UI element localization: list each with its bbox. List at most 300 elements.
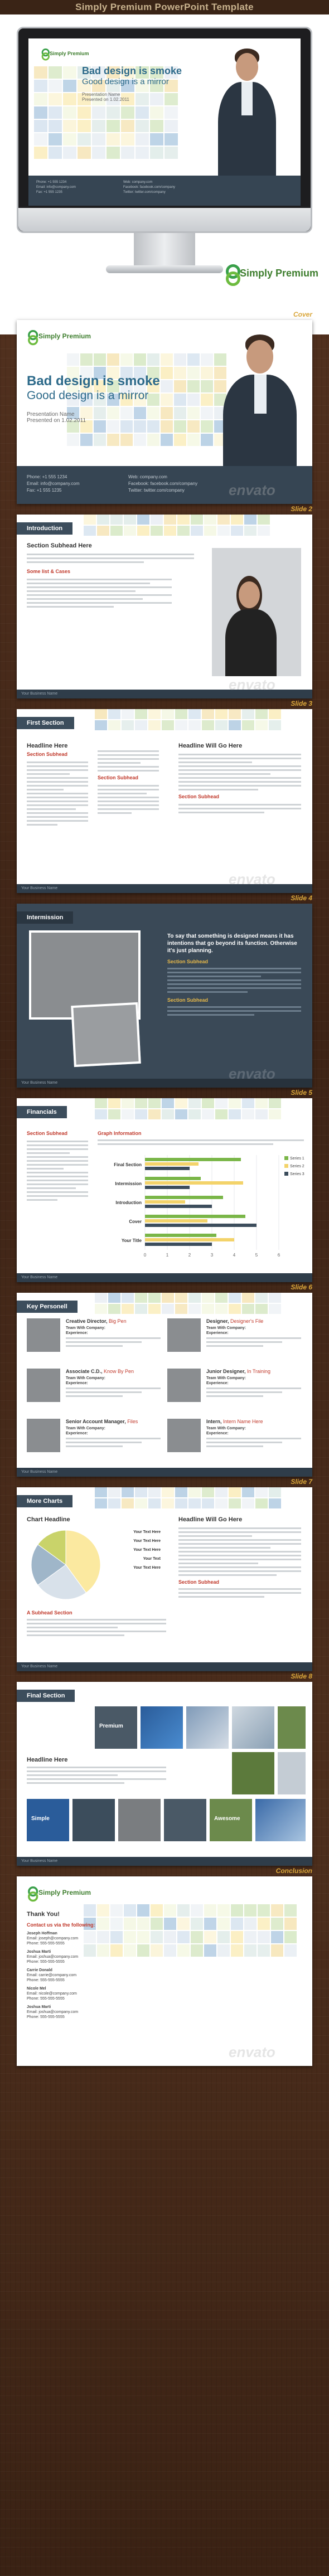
mosaic-cell xyxy=(175,1098,187,1108)
mosaic-cell xyxy=(269,1293,281,1303)
contact-entry: Joshua Marti Email: joshua@company.com Phone: 555-555-5555 xyxy=(27,2005,79,2019)
mosaic-cell xyxy=(49,93,62,105)
cover-headline: Bad design is smoke xyxy=(27,373,160,389)
mosaic-cell xyxy=(122,1098,134,1108)
mosaic-cell xyxy=(108,709,120,719)
mosaic-cell xyxy=(258,1944,270,1957)
monitor-mockup xyxy=(17,27,312,233)
mosaic-cell xyxy=(175,1498,187,1508)
mosaic-cell xyxy=(148,720,161,730)
mosaic-cell xyxy=(84,515,96,525)
mosaic-cell xyxy=(134,353,146,366)
mosaic-cell xyxy=(162,709,174,719)
label-slide-5: Slide 5 xyxy=(291,1089,312,1097)
slide5-footer: Your Business Name xyxy=(17,1273,312,1282)
mosaic-cell xyxy=(269,1304,281,1314)
mosaic-cell xyxy=(92,120,105,132)
screen-subhead: Good design is a mirror xyxy=(82,77,169,86)
mosaic-cell xyxy=(78,133,91,145)
mosaic-cell xyxy=(122,1109,134,1119)
mosaic-cell xyxy=(202,1487,214,1497)
mosaic-cell xyxy=(162,720,174,730)
mosaic-cell xyxy=(151,515,163,525)
mosaic-cell xyxy=(217,1918,230,1930)
mosaic-cell xyxy=(271,1904,283,1917)
person-detail: Experience: xyxy=(206,1381,229,1385)
mosaic-cell xyxy=(97,515,109,525)
mosaic-cell xyxy=(204,1931,216,1943)
mosaic-cell xyxy=(164,147,178,159)
mosaic-cell xyxy=(215,1098,228,1108)
pie-legend-label: Your Text Here xyxy=(133,1539,161,1543)
watermark: envato xyxy=(229,871,275,887)
mosaic-cell xyxy=(258,1931,270,1943)
mosaic-cell xyxy=(34,133,47,145)
label-slide-3: Slide 3 xyxy=(291,700,312,707)
photo-placeholder-small xyxy=(71,1002,141,1067)
person-photo-placeholder xyxy=(27,1419,60,1452)
label-cover-real: Cover xyxy=(293,311,312,318)
mosaic-cell xyxy=(147,434,159,446)
conclusion-brand: Simply Premium xyxy=(38,1889,91,1896)
contact-heading: Contact us via the following: xyxy=(27,1922,95,1928)
mosaic-cell xyxy=(121,133,134,145)
mosaic-cell xyxy=(94,353,106,366)
person-role: Senior Account Manager, Files xyxy=(66,1419,138,1424)
person-detail: Experience: xyxy=(206,1331,229,1335)
pie-legend-label: Your Text Here xyxy=(133,1530,161,1534)
mosaic-cell xyxy=(269,1098,281,1108)
mosaic-cell xyxy=(164,526,176,536)
logo-icon xyxy=(224,264,236,282)
mosaic-cell xyxy=(108,1498,120,1508)
mosaic-cell xyxy=(95,709,107,719)
screen-headline: Bad design is smoke xyxy=(82,65,182,76)
person-role: Designer, Designer's File xyxy=(206,1318,264,1324)
mosaic-cell xyxy=(78,120,91,132)
mosaic-cell xyxy=(202,709,214,719)
label-slide-6: Slide 6 xyxy=(291,1283,312,1291)
cover-contact-left xyxy=(27,474,80,494)
mosaic-cell xyxy=(95,1304,107,1314)
contact-line: Email: info@company.com xyxy=(36,186,76,189)
bar xyxy=(145,1167,190,1170)
bar xyxy=(145,1186,190,1189)
mosaic-cell xyxy=(135,1098,147,1108)
mosaic-cell xyxy=(164,120,178,132)
contact-entry: Nicole Mel Email: nicole@company.com Phone: 555-555-5555 xyxy=(27,1987,77,2001)
mosaic-cell xyxy=(49,120,62,132)
mosaic-cell xyxy=(150,133,163,145)
hero-banner xyxy=(0,0,329,334)
mosaic-cell xyxy=(124,526,136,536)
mosaic-cell xyxy=(217,1931,230,1943)
mosaic-cell xyxy=(135,1293,147,1303)
mosaic-cell xyxy=(124,515,136,525)
mosaic-cell xyxy=(95,1498,107,1508)
mosaic-cell xyxy=(162,1098,174,1108)
mosaic-cell xyxy=(63,106,76,119)
tile-green-1 xyxy=(278,1706,306,1749)
mosaic-cell xyxy=(255,1487,268,1497)
screen-headline-block xyxy=(82,65,216,102)
mosaic-cell xyxy=(188,1293,201,1303)
mosaic-cell xyxy=(229,1293,241,1303)
mosaic-cell xyxy=(187,353,200,366)
slide-3 xyxy=(17,709,312,893)
person-detail: Team With Company: xyxy=(206,1427,246,1430)
watermark: envato xyxy=(229,482,275,498)
slide4-footer: Your Business Name xyxy=(17,1079,312,1088)
logo-icon xyxy=(27,1886,33,1895)
bar xyxy=(145,1219,207,1222)
mosaic-cell xyxy=(258,1918,270,1930)
mosaic-cell xyxy=(63,80,76,92)
mosaic-cell xyxy=(244,526,257,536)
mosaic-cell xyxy=(97,1931,109,1943)
slide3-col1: Headline Here Section Subhead xyxy=(27,743,88,828)
bar xyxy=(145,1234,216,1237)
mosaic-cell xyxy=(271,1944,283,1957)
mosaic-cell xyxy=(164,515,176,525)
mosaic-cell xyxy=(284,1944,297,1957)
mosaic-cell xyxy=(269,1487,281,1497)
mosaic-cell xyxy=(255,709,268,719)
slide-cover xyxy=(17,320,312,504)
mosaic-cell xyxy=(191,515,203,525)
mosaic-cell xyxy=(174,434,186,446)
mosaic-cell xyxy=(215,1487,228,1497)
mosaic-cell xyxy=(229,1487,241,1497)
mosaic-cell xyxy=(78,147,91,159)
legend-swatch xyxy=(284,1172,288,1176)
mosaic-cell xyxy=(108,1487,120,1497)
mosaic-cell xyxy=(97,1918,109,1930)
slide8-section-header: Final Section xyxy=(17,1690,75,1702)
mosaic-cell xyxy=(34,147,47,159)
cover-subhead: Good design is a mirror xyxy=(27,389,149,402)
mosaic-cell xyxy=(34,106,47,119)
slide5-section-header: Financials xyxy=(17,1106,67,1118)
x-tick-label: 0 xyxy=(143,1253,147,1258)
mosaic-cell xyxy=(108,1109,120,1119)
mosaic-cell xyxy=(231,1944,243,1957)
conclusion-content xyxy=(27,1911,95,2023)
page-title: Simply Premium PowerPoint Template xyxy=(0,0,329,14)
screen-date: Presented on 1.02.2011 xyxy=(82,97,129,102)
mosaic-cell xyxy=(135,1498,147,1508)
tile-simple: Simple xyxy=(27,1799,69,1841)
mosaic-cell xyxy=(63,93,76,105)
mosaic-cell xyxy=(135,1304,147,1314)
slide5-mosaic xyxy=(95,1098,281,1119)
tile-premium: Premium xyxy=(95,1706,137,1749)
x-tick-label: 1 xyxy=(166,1253,169,1258)
slide8-text: Headline Here xyxy=(27,1757,166,1786)
person-detail: Experience: xyxy=(66,1331,88,1335)
mosaic-cell xyxy=(136,133,149,145)
mosaic-cell xyxy=(150,106,163,119)
legend-swatch xyxy=(284,1156,288,1160)
tile-awesome: Awesome xyxy=(210,1799,252,1841)
slide7-chart-headline: Chart Headline xyxy=(27,1516,70,1523)
mosaic-cell xyxy=(108,1304,120,1314)
slide7-footer: Your Business Name xyxy=(17,1662,312,1671)
slide2-list-title: Some list & Cases xyxy=(27,569,71,574)
slide-2 xyxy=(17,515,312,698)
mosaic-cell xyxy=(231,1904,243,1917)
slide6-section-header: Key Personell xyxy=(17,1301,78,1313)
mosaic-cell xyxy=(284,1931,297,1943)
mosaic-cell xyxy=(151,1944,163,1957)
category-label: Cover xyxy=(129,1219,142,1224)
mosaic-cell xyxy=(84,526,96,536)
person-info xyxy=(206,1318,301,1349)
person-role: Intern, Intern Name Here xyxy=(206,1419,263,1424)
person-detail: Team With Company: xyxy=(206,1326,246,1330)
x-tick-label: 4 xyxy=(233,1253,236,1258)
tile-dark-2 xyxy=(164,1799,206,1841)
mosaic-cell xyxy=(92,106,105,119)
mosaic-cell xyxy=(34,120,47,132)
mosaic-cell xyxy=(217,515,230,525)
label-slide-7: Slide 7 xyxy=(291,1478,312,1486)
cover-logo xyxy=(27,330,91,342)
mosaic-cell xyxy=(175,720,187,730)
mosaic-cell xyxy=(188,709,201,719)
slide8-footer: Your Business Name xyxy=(17,1857,312,1866)
mosaic-cell xyxy=(110,515,123,525)
mosaic-cell xyxy=(269,1498,281,1508)
person-detail: Experience: xyxy=(66,1432,88,1435)
mosaic-cell xyxy=(150,120,163,132)
mosaic-cell xyxy=(215,1498,228,1508)
mosaic-cell xyxy=(150,147,163,159)
mosaic-cell xyxy=(162,1487,174,1497)
slide2-section-header: Introduction xyxy=(17,522,72,535)
mosaic-cell xyxy=(108,720,120,730)
mosaic-cell xyxy=(97,1944,109,1957)
mosaic-cell xyxy=(244,1931,257,1943)
tile-photo-2 xyxy=(186,1706,229,1749)
mosaic-cell xyxy=(107,147,120,159)
brand-logo xyxy=(224,262,319,284)
mosaic-cell xyxy=(49,147,62,159)
bar xyxy=(145,1238,234,1241)
mosaic-cell xyxy=(107,353,119,366)
slide5-left: Section Subhead xyxy=(27,1131,88,1203)
logo-icon xyxy=(27,330,33,338)
mosaic-cell xyxy=(124,1918,136,1930)
person-info xyxy=(66,1369,161,1399)
slide5-right: Graph Information xyxy=(98,1131,304,1147)
mosaic-cell xyxy=(107,434,119,446)
contact-list xyxy=(27,1931,95,2020)
mosaic-cell xyxy=(63,120,76,132)
mosaic-cell xyxy=(162,1304,174,1314)
mosaic-cell xyxy=(217,1944,230,1957)
mosaic-cell xyxy=(229,1498,241,1508)
slide3-col2: Section Subhead xyxy=(98,743,159,816)
category-label: Intermission xyxy=(115,1181,142,1186)
mosaic-cell xyxy=(255,720,268,730)
monitor-screen xyxy=(28,38,301,206)
mosaic-cell xyxy=(92,133,105,145)
mosaic-cell xyxy=(231,515,243,525)
monitor-stand xyxy=(134,233,195,266)
screen-contact-right xyxy=(123,180,175,195)
legend-swatch xyxy=(284,1164,288,1168)
mosaic-cell xyxy=(95,1487,107,1497)
mosaic-cell xyxy=(244,1918,257,1930)
slide3-mosaic xyxy=(95,709,281,730)
mosaic-cell xyxy=(122,709,134,719)
conclusion-logo xyxy=(27,1886,91,1899)
mosaic-cell xyxy=(151,1904,163,1917)
mosaic-cell xyxy=(97,1904,109,1917)
mosaic-cell xyxy=(161,434,173,446)
mosaic-cell xyxy=(137,526,149,536)
mosaic-cell xyxy=(188,720,201,730)
mosaic-cell xyxy=(231,1931,243,1943)
mosaic-cell xyxy=(49,133,62,145)
mosaic-cell xyxy=(202,1304,214,1314)
person-detail: Team With Company: xyxy=(206,1376,246,1380)
x-tick-label: 6 xyxy=(277,1253,280,1258)
slide2-heading: Section Subhead Here xyxy=(27,542,92,549)
slide-5 xyxy=(17,1098,312,1282)
screen-contact-band xyxy=(28,176,301,206)
slide7-right: Headline Will Go Here Section Subhead xyxy=(178,1516,301,1600)
mosaic-cell xyxy=(63,133,76,145)
bar xyxy=(145,1158,241,1161)
mosaic-cell xyxy=(258,526,270,536)
mosaic-cell xyxy=(175,1487,187,1497)
mosaic-cell xyxy=(162,1498,174,1508)
mosaic-cell xyxy=(108,1293,120,1303)
mosaic-cell xyxy=(148,1498,161,1508)
mosaic-cell xyxy=(188,1487,201,1497)
mosaic-cell xyxy=(215,1304,228,1314)
mosaic-cell xyxy=(242,1293,254,1303)
cover-date: Presented on 1.02.2011 xyxy=(27,418,86,424)
mosaic-cell xyxy=(148,1304,161,1314)
contact-line: Web: company.com xyxy=(123,181,153,184)
person-info xyxy=(66,1419,161,1449)
person-info xyxy=(206,1369,301,1399)
label-slide-2: Slide 2 xyxy=(291,505,312,513)
mosaic-cell xyxy=(120,353,133,366)
slide7-section-header: More Charts xyxy=(17,1495,72,1507)
businessman-photo xyxy=(212,44,279,178)
mosaic-cell xyxy=(202,1293,214,1303)
mosaic-cell xyxy=(231,526,243,536)
mosaic-cell xyxy=(92,147,105,159)
mosaic-cell xyxy=(229,1304,241,1314)
screen-contact-left xyxy=(36,180,76,195)
mosaic-cell xyxy=(242,1098,254,1108)
mosaic-cell xyxy=(110,1944,123,1957)
mosaic-cell xyxy=(202,1498,214,1508)
mosaic-cell xyxy=(202,1109,214,1119)
mosaic-cell xyxy=(269,709,281,719)
mosaic-cell xyxy=(135,720,147,730)
slide6-mosaic xyxy=(95,1293,281,1314)
mosaic-cell xyxy=(255,1498,268,1508)
contact-line: Twitter: twitter.com/company xyxy=(123,191,166,194)
slide4-quote: To say that something is designed means it has intentions that go beyond its function. Otherwise it's just planning. xyxy=(167,933,297,954)
mosaic-cell xyxy=(137,515,149,525)
bar xyxy=(145,1196,223,1199)
person-photo-placeholder xyxy=(27,1318,60,1352)
bar xyxy=(145,1177,201,1180)
brand-name: Simply Premium xyxy=(240,267,319,279)
mosaic-cell xyxy=(215,1109,228,1119)
legend-label: Series 2 xyxy=(290,1165,304,1168)
mosaic-cell xyxy=(135,1109,147,1119)
mosaic-cell xyxy=(95,1293,107,1303)
mosaic-cell xyxy=(122,720,134,730)
contact-entry: Joshua Marti Email: joshua@company.com Phone: 555-555-5555 xyxy=(27,1950,79,1964)
mosaic-cell xyxy=(242,720,254,730)
mosaic-cell xyxy=(121,106,134,119)
slide4-content: To say that something is designed means it has intentions that go beyond its function. Otherwise it's just planning. Section Subhead Section Subhead xyxy=(167,933,301,1018)
mosaic-cell xyxy=(164,133,178,145)
slide7-left: A Subhead Section xyxy=(27,1610,166,1638)
person-role: Creative Director, Big Pen xyxy=(66,1318,127,1324)
mosaic-cell xyxy=(242,1109,254,1119)
mosaic-cell xyxy=(269,720,281,730)
mosaic-cell xyxy=(97,526,109,536)
contact-entry: Joseph Hoffman Email: joseph@company.com Phone: 555-555-5555 xyxy=(27,1932,79,1946)
contact-line: Facebook: facebook.com/company xyxy=(123,186,176,189)
person-photo-placeholder xyxy=(167,1419,201,1452)
mosaic-cell xyxy=(271,1918,283,1930)
mosaic-cell xyxy=(242,709,254,719)
person-photo-placeholder xyxy=(27,1369,60,1402)
mosaic-cell xyxy=(215,720,228,730)
mosaic-cell xyxy=(217,1904,230,1917)
slide6-footer: Your Business Name xyxy=(17,1468,312,1477)
person-role: Junior Designer, In Training xyxy=(206,1369,271,1374)
mosaic-cell xyxy=(80,353,93,366)
mosaic-cell xyxy=(164,1904,176,1917)
mosaic-cell xyxy=(164,1944,176,1957)
person-photo-placeholder xyxy=(167,1369,201,1402)
mosaic-cell xyxy=(242,1304,254,1314)
person-photo-placeholder xyxy=(167,1318,201,1352)
contact-line: Fax: +1 555 1235 xyxy=(27,488,62,493)
slide4-section-header: Intermission xyxy=(17,911,73,924)
label-slide-8: Slide 8 xyxy=(291,1672,312,1680)
mosaic-cell xyxy=(137,1904,149,1917)
mosaic-cell xyxy=(175,1109,187,1119)
screen-presenter: Presentation Name xyxy=(82,92,120,97)
mosaic-cell xyxy=(258,515,270,525)
slide2-footer: Your Business Name xyxy=(17,690,312,698)
mosaic-cell xyxy=(148,1109,161,1119)
mosaic-cell xyxy=(188,1109,201,1119)
mosaic-cell xyxy=(134,434,146,446)
slide3-footer: Your Business Name xyxy=(17,884,312,893)
mosaic-cell xyxy=(80,434,93,446)
mosaic-cell xyxy=(204,1904,216,1917)
contact-line: Twitter: twitter.com/company xyxy=(128,488,185,493)
pie-legend-label: Your Text Here xyxy=(133,1566,161,1570)
label-conclusion: Conclusion xyxy=(275,1867,312,1875)
screen-brand-name: Simply Premium xyxy=(50,51,89,56)
watermark: envato xyxy=(229,676,275,693)
